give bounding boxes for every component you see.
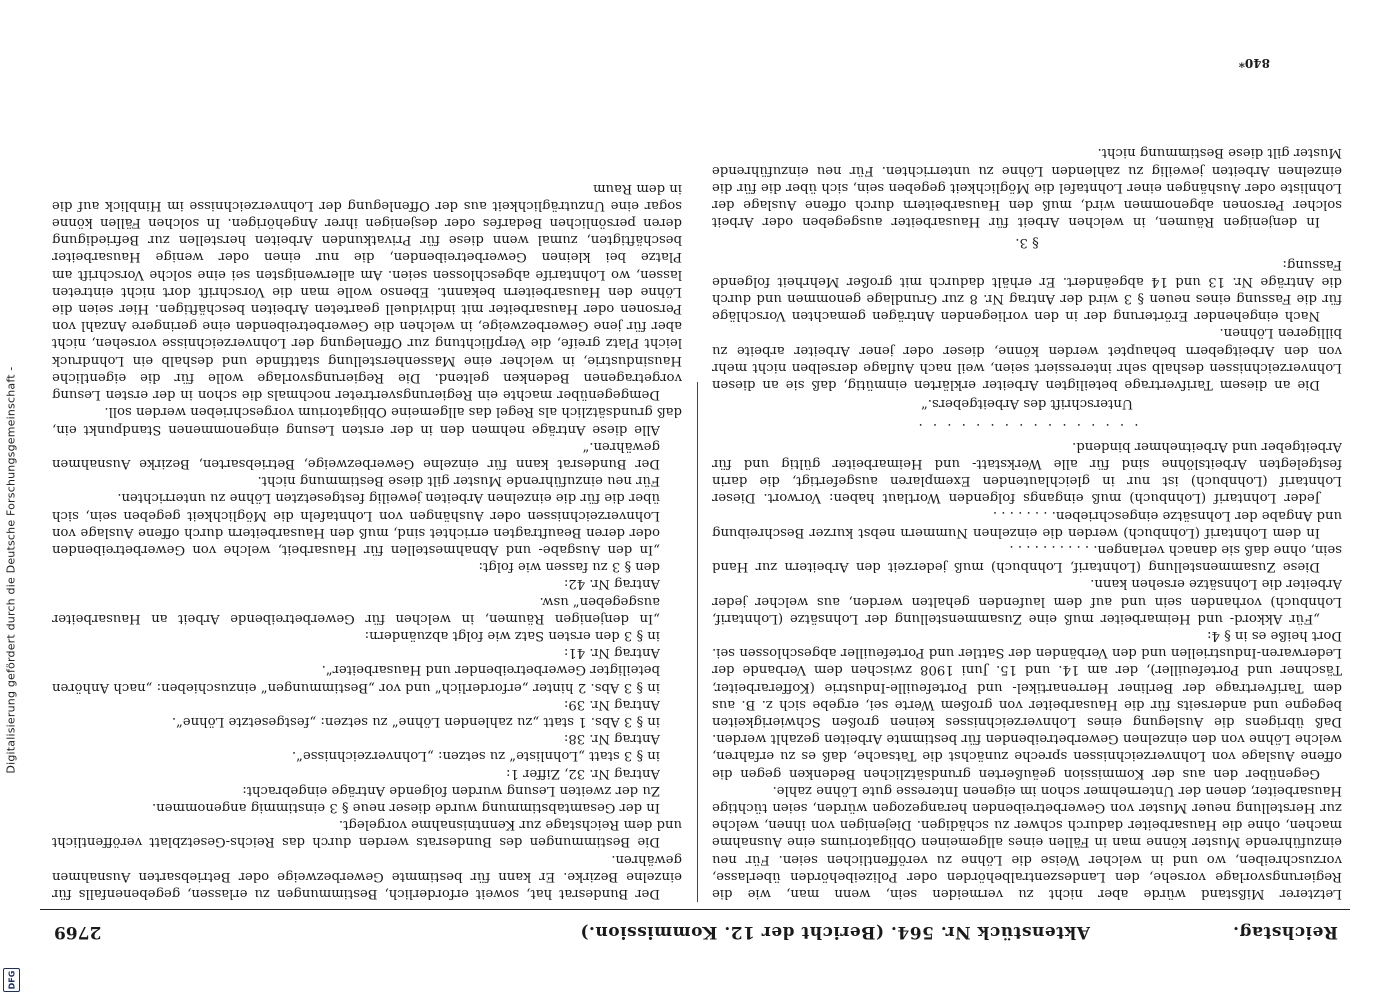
- paragraph: Der Bundesrat kann für einzelne Gewerbezweige, Betriebsarten, Bezirke Ausnahmen gewähren.“: [52, 438, 660, 471]
- paragraph: den § 3 zu fassen wie folgt:: [478, 559, 660, 575]
- paragraph: in § 3 Abs. 1 statt „zu zahlenden Löhne“ zu setzen: „festgesetzte Löhne“.: [171, 713, 660, 729]
- page-number: 2769: [54, 922, 102, 942]
- sheet-mark: 840*: [1238, 56, 1270, 70]
- paragraph: Die an diesem Tarifvertrage beteiligten Arbeiter erklärten einmütig, daß sie an diesen Lohnverzeichnissen deshalb sehr interessiert seien, weil nach Auflage derselben nicht mehr von den Arbeitgebern behauptet werden könne, dieser oder jener Arbeiter arbeite zu billigeren Löhnen.: [712, 325, 1342, 393]
- paragraph: In dem Lohntarif (Lohnbuch) werden die einzelnen Nummern nebst kurzer Beschreibung und Angabe der Lohnsätze eingeschrieben. . . . . . . .: [712, 507, 1342, 540]
- paragraph: . . . . . . . . . . . . . . . .: [915, 419, 1139, 435]
- paragraph: Unterschrift des Arbeitgebers.“: [921, 396, 1133, 412]
- paragraph: in § 3 Abs. 2 hinter „erforderlich“ und vor „Bestimmungen“ einzuschieben: „nach Anhören beteiligter Gewerbetreibender und Hausarbeiter“.: [52, 662, 660, 695]
- digitization-note: Digitalisierung gefördert durch die Deutsche Forschungsgemeinschaft -: [4, 366, 18, 774]
- dfg-logo-text: DFG: [7, 970, 16, 990]
- page-header: [40, 909, 1350, 950]
- paragraph: Antrag Nr. 41:: [563, 645, 660, 661]
- document-page: [40, 50, 1350, 950]
- paragraph: Antrag Nr. 42:: [563, 576, 660, 592]
- paragraph: Antrag Nr. 38:: [563, 731, 660, 747]
- paragraph: Demgegenüber machte ein Regierungsvertreter nochmals die schon in der ersten Lesung vorgetragenen Bedenken geltend. Die Regierungsvorlage wolle für die eigentliche Hausindustrie, in welcher eine Massenherstellung stattfinde und deshalb ein Lohndruck leicht Platz greife, die Verpflichtung zur Offenlegung der Lohnverzeichnisse vorsehen, nicht aber für jene Gewerbezweige, in welchen die Gewerbetreibenden eine geringere Anzahl von Personen oder Hausarbeiter mit individuell gearteten Arbeiten beschäftigen. Hier seien die Löhne den Hausarbeitern bekannt. Ebenso wolle man die Vorschrift dort nicht eintreten lassen, wo Lohntarife abgeschlossen seien. Am allerwenigsten sei eine solche Vorschrift am Platze bei kleinen Gewerbetreibenden, die nur einen oder wenige Hausarbeiter beschäftigten, zumal wenn diese für Privatkunden Arbeiten herstellen zur Befriedigung deren persönlichen Bedarfes oder desjenigen ihrer Angehörigen. In solchen Fällen könne sogar eine Unzuträglichkeit aus der Offenlegung der Lohnverzeichnisse im Hinblick auf die in dem Raum: [52, 180, 682, 403]
- paragraph: § 3.: [1015, 235, 1039, 251]
- column-divider: [697, 382, 698, 902]
- paragraph: Diese Zusammenstellung (Lohntarif, Lohnbuch) muß jederzeit den Arbeitern zur Hand sein, ohne daß sie danach verlangen. . . . . . . . . . .: [712, 541, 1342, 575]
- paragraph: Zu der zweiten Lesung wurden folgende Anträge eingebracht:: [242, 782, 660, 798]
- paragraph: „In den Ausgabe- und Abnahmestellen für Hausarbeit, welche von Gewerbetreibenden oder deren Beauftragten errichtet sind, muß den Hausarbeitern durch offene Auslage von Lohnverzeichnissen oder Aushängen von Lohntafeln die Möglichkeit gegeben sein, sich über die für die einzelnen Arbeiten jeweilig festgesetzten Löhne zu unterrichten.: [52, 490, 660, 557]
- paragraph: Nach eingehender Erörterung der in den vorliegenden Anträgen gemachten Vorschläge für die Fassung eines neuen § 3 wird der Antrag Nr. 8 zur Grundlage genommen und durch die Anträge Nr. 13 und 14 abgeändert. Er erhält dadurch mit großer Mehrheit folgende Fassung:: [712, 256, 1342, 324]
- paragraph: In der Gesamtabstimmung wurde dieser neue § 3 einstimmig angenommen.: [151, 799, 660, 815]
- paragraph: In denjenigen Räumen, in welchen Arbeit für Hausarbeiter ausgegeben oder Arbeit solcher Personen abgenommen wird, muß den Hausarbeitern durch offene Auslage der Lohnliste oder Aushängen einer Lohntafel die Möglichkeit gegeben sein, sich über die für die einzelnen Arbeiten jeweilig zu zahlenden Löhne zu unterrichten. Für neu einzuführende Muster gilt diese Bestimmung nicht.: [712, 145, 1342, 230]
- paragraph: Die Bestimmungen des Bundesrats werden durch das Reichs-Gesetzblatt veröffentlicht und dem Reichstage zur Kenntnisnahme vorgelegt.: [52, 817, 682, 850]
- paragraph: Jeder Lohntarif (Lohnbuch) muß eingangs folgenden Wortlaut haben: Vorwort. Dieser Lohntarif (Lohnbuch) ist nur in gleichlautenden Exemplaren ausgefertigt, die darin festgelegten Arbeitslöhne sind für alle Werkstatt- und Heimarbeiter gültig und für Arbeitgeber und Arbeitnehmer bindend.: [712, 438, 1342, 506]
- left-column: [712, 62, 1342, 902]
- paragraph: Für neu einzuführende Muster gilt diese Bestimmung nicht.: [257, 473, 660, 489]
- right-column: [52, 62, 682, 902]
- paragraph: Der Bundesrat hat, soweit erforderlich, Bestimmungen zu erlassen, gegebenenfalls für einzelne Bezirke. Er kann für bestimmte Gewerbezweige oder Betriebsarten Ausnahmen gewähren.: [52, 851, 682, 901]
- paragraph: in § 3 statt „Lohnliste“ zu setzen: „Lohnverzeichnisse“.: [291, 748, 660, 764]
- paragraph: Antrag Nr. 39:: [563, 696, 660, 712]
- header-reichstag: Reichstag.: [1232, 922, 1338, 942]
- paragraph: Letzterer Mißstand würde aber nicht zu vermeiden sein, wenn man, wie die Regierungsvorlage vorsehe, den Landeszentralbehörden oder Polizeibehörden überlasse, vorzuschreiben, wo und in welcher Weise die Löhne zu veröffentlichen seien. Für neu einzuführende Muster könne man in Fällen eines allgemeinen Obligatoriums eine Ausnahme machen, ohne die Hausarbeiter dadurch schwer zu schädigen. Diejenigen von ihnen, welche zur Herstellung neuer Muster von Gewerbetreibenden herangezogen würden, seien tüchtige Hausarbeiter, denen der Unternehmer schon im eigenen Interesse gute Löhne zahle.: [712, 782, 1342, 901]
- paragraph: Antrag Nr. 32, Ziffer 1:: [506, 765, 660, 781]
- paragraph: Gegenüber den aus der Kommission geäußerten grundsätzlichen Bedenken gegen die offene Auslage von Lohnverzeichnissen spreche zunächst die Tatsache, daß es zu erfahren, welche Löhne von den einzelnen Gewerbetreibenden für bestimmte Arbeiten gezahlt werden. Daß übrigens die Auslegung eines Lohnverzeichnisses keinen großen Schwierigkeiten begegne und anderseits für die Hausarbeiter von großem Werte sei, ergebe sich z. B. aus dem Tarifvertrage der Berliner Herrenartikel- und Portefeuille-Industrie (Kofferarbeiter, Täschner und Portefeuiller), der am 14. und 15. Juni 1908 zwischen dem Verbande der Lederwaren-Industriellen und den Verbänden der Sattler und Portefeuiller abgeschlossen sei. Dort heiße es in § 4:: [712, 627, 1342, 781]
- header-title: Aktenstück Nr. 564. (Bericht der 12. Kommission.): [579, 922, 1090, 942]
- paragraph: „Für Akkord- und Heimarbeiter muß eine Zusammenstellung der Lohnsätze (Lohntarif, Lohnbuch) vorhanden sein und auf dem laufenden gehalten werden, aus welcher jeder Arbeiter die Lohnsätze ersehen kann.: [712, 576, 1342, 626]
- paragraph: in § 3 den ersten Satz wie folgt abzuändern:: [364, 627, 660, 643]
- paragraph: „In denjenigen Räumen, in welchen für Gewerbetreibende Arbeit an Hausarbeiter ausgegeben“ usw.: [52, 593, 660, 626]
- digitization-strip: [0, 0, 22, 1000]
- dfg-logo: [3, 968, 20, 992]
- paragraph: Alle diese Anträge nehmen den in der ersten Lesung eingenommenen Standpunkt ein, daß grundsätzlich als Regel das allgemeine Obligatorium vorgeschrieben werden soll.: [52, 404, 682, 437]
